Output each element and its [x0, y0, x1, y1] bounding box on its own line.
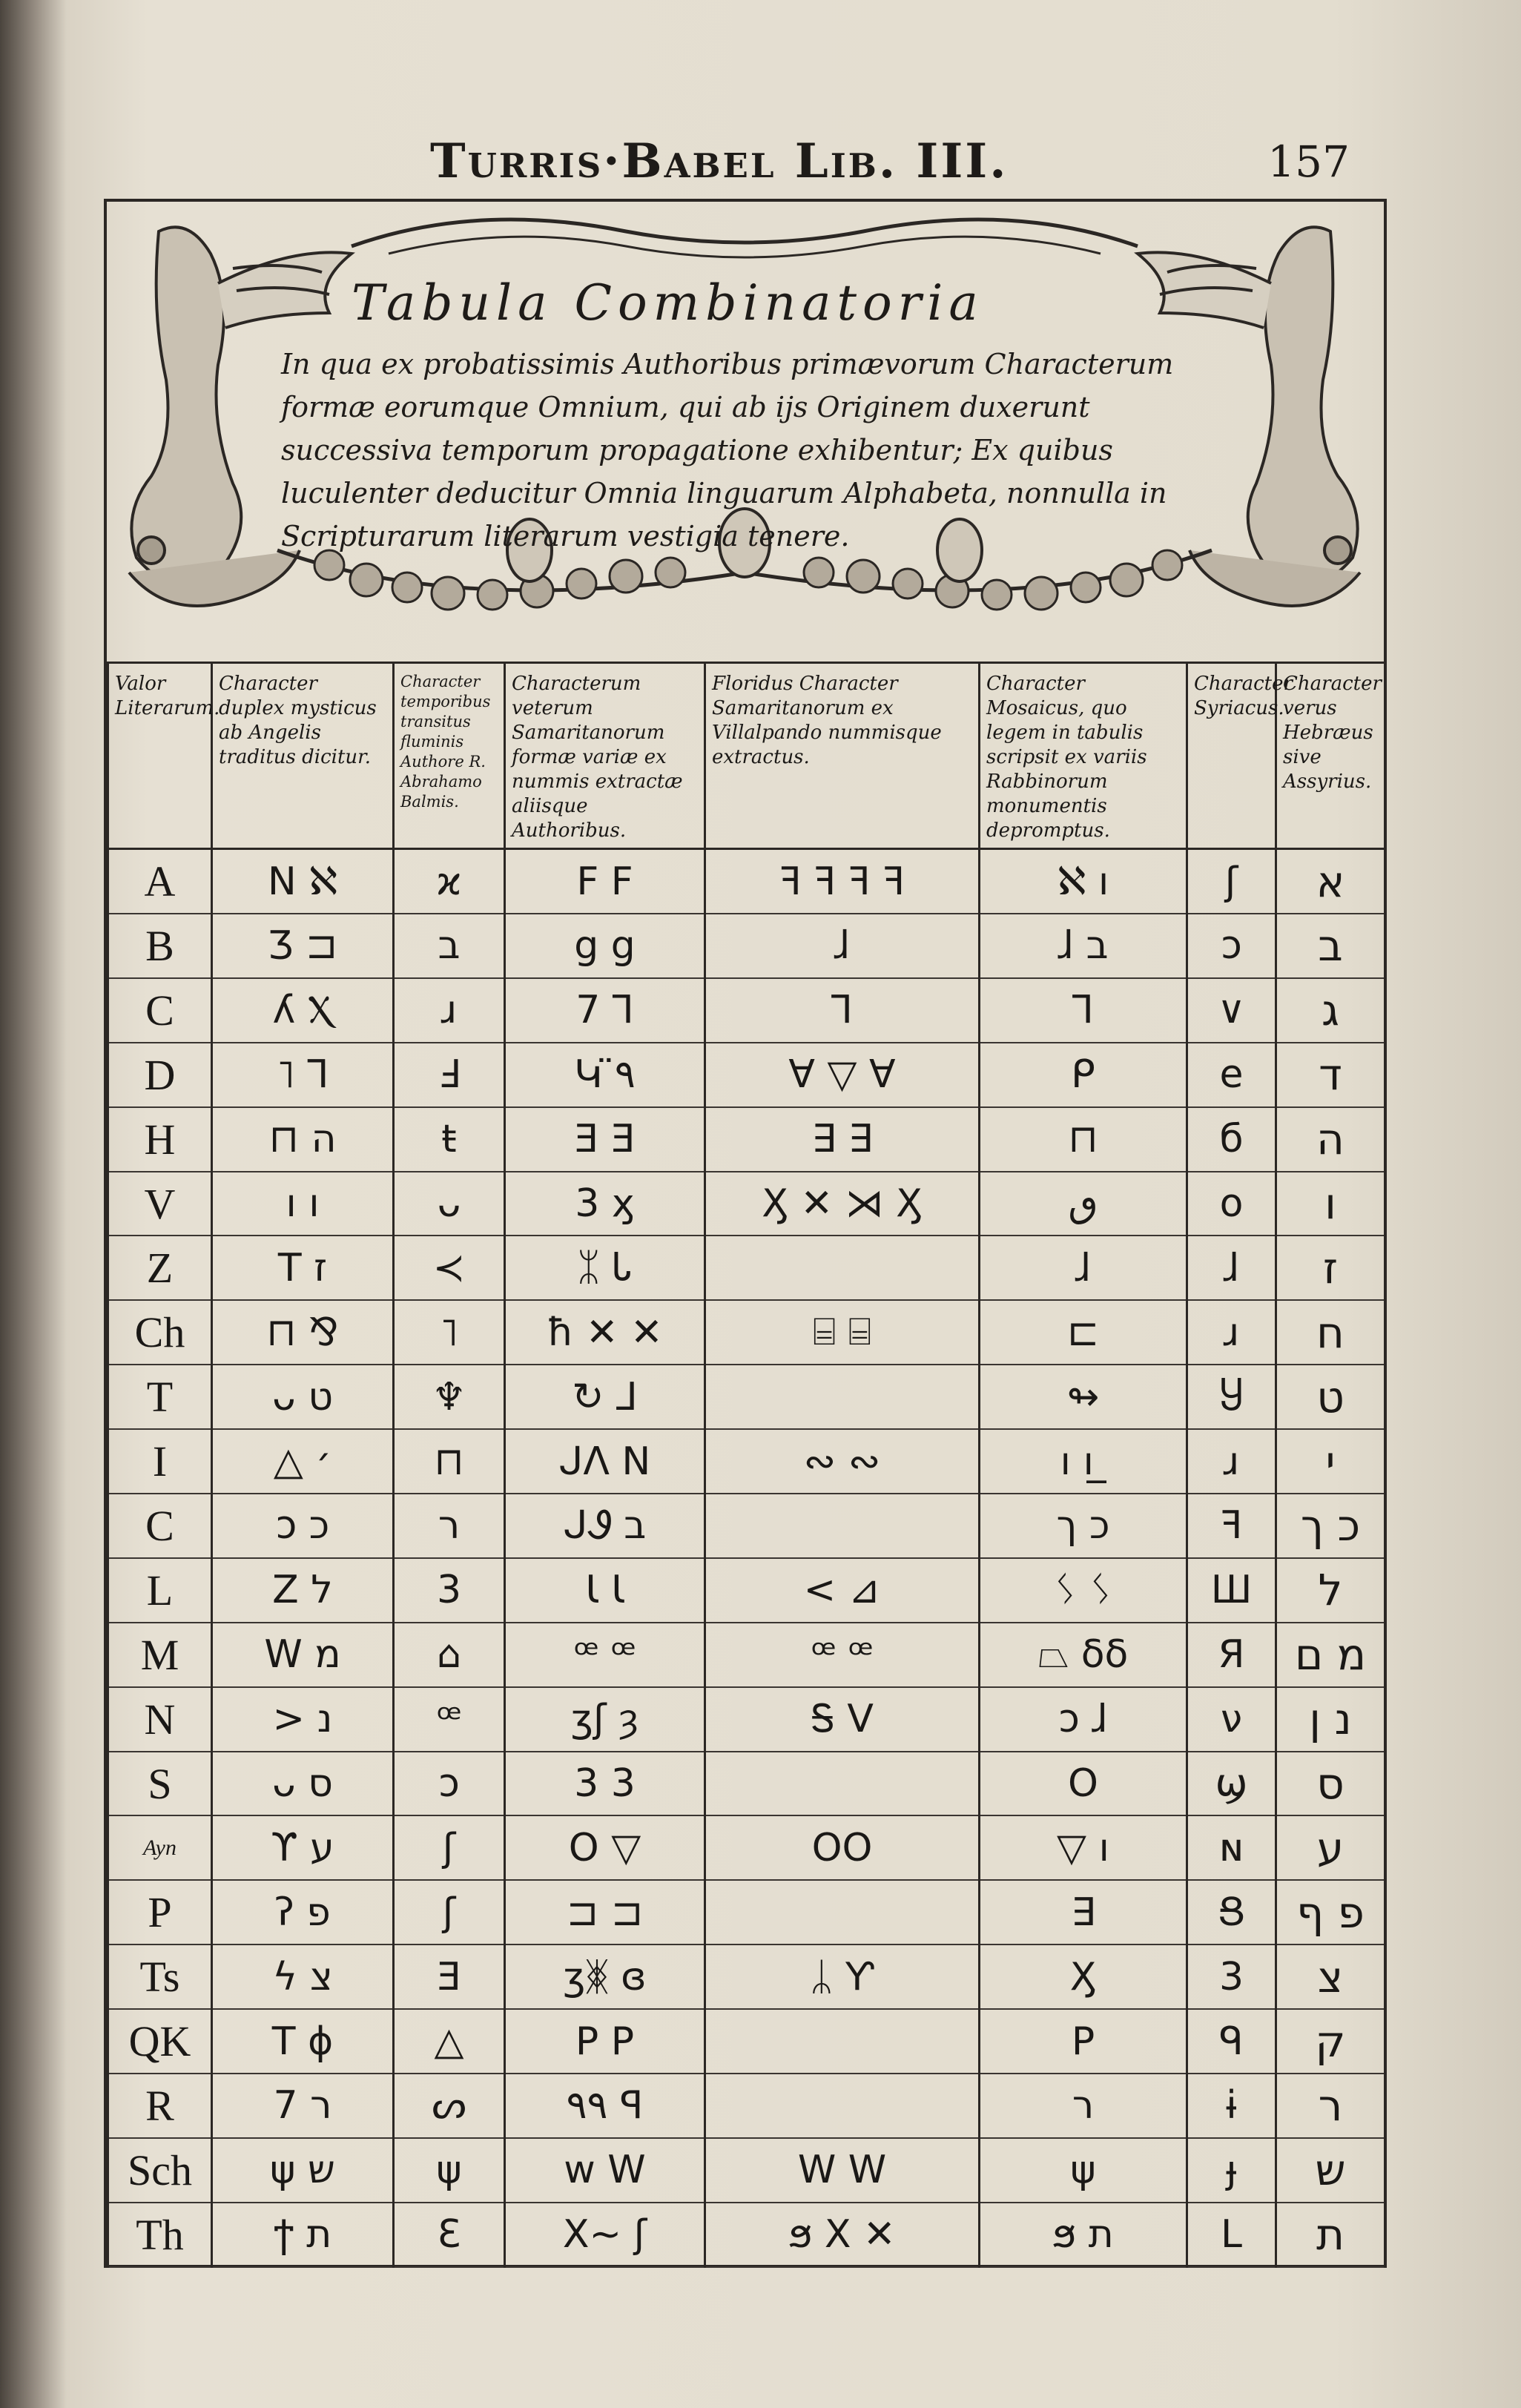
character-cell: Ɛ: [394, 2203, 505, 2267]
character-cell: e: [1187, 1043, 1276, 1107]
letter-value-cell: R: [108, 2074, 212, 2138]
character-cell: N ℵ: [212, 849, 394, 914]
table-row: [108, 1172, 1385, 1236]
character-cell: ɔ ɺ: [980, 1687, 1187, 1752]
character-cell: ɴ: [1187, 1815, 1276, 1880]
table-row: [108, 2074, 1385, 2138]
character-cell: פ ף: [1276, 1880, 1385, 1944]
character-cell: מ ם: [1276, 1623, 1385, 1687]
decorative-cartouche: [107, 202, 1384, 664]
character-cell: ٩٩ ꟼ: [505, 2074, 705, 2138]
character-cell: ᔕ: [394, 2074, 505, 2138]
letter-value-cell: QK: [108, 2009, 212, 2074]
character-cell: ᛦ Ƴ: [705, 1944, 980, 2009]
column-header: Valor Literarum.: [108, 662, 212, 849]
character-cell: ד: [1276, 1043, 1385, 1107]
character-cell: ה: [1276, 1107, 1385, 1172]
character-cell: ɔ כ: [212, 1494, 394, 1558]
character-cell: Ӽ ✕ ⋊ Ӽ: [705, 1172, 980, 1236]
character-cell: ꟹ ꟹ: [505, 1623, 705, 1687]
table-row: [108, 1365, 1385, 1429]
character-cell: Ⴘ: [1187, 1365, 1276, 1429]
character-cell: כ ך: [980, 1494, 1187, 1558]
character-cell: ↻ ⅃: [505, 1365, 705, 1429]
letter-value-cell: N: [108, 1687, 212, 1752]
column-header: Character duplex mysticus ab Angelis traditus dicitur.: [212, 662, 394, 849]
character-cell: ר: [394, 1494, 505, 1558]
character-cell: Ǝ: [394, 1944, 505, 2009]
character-cell: ˥ ⅂: [212, 1043, 394, 1107]
character-cell: ⅂: [705, 978, 980, 1043]
character-cell: T ϕ: [212, 2009, 394, 2074]
running-title: Turris·Babel Lib. III.: [430, 133, 1009, 189]
character-cell: W W: [705, 2138, 980, 2203]
character-cell: ħ ✕ ✕: [505, 1300, 705, 1365]
table-row: [108, 2009, 1385, 2074]
letter-value-cell: Ayn: [108, 1815, 212, 1880]
column-header: Character temporibus transitus fluminis Authore R. Abrahamo Balmis.: [394, 662, 505, 849]
character-cell: ʃ: [394, 1880, 505, 1944]
letter-value-cell: B: [108, 914, 212, 978]
character-cell: Ⅎ: [394, 1043, 505, 1107]
character-cell: ⏢ δδ: [980, 1623, 1187, 1687]
column-header: Character Syriacus.: [1187, 662, 1276, 849]
letter-value-cell: Ts: [108, 1944, 212, 2009]
character-cell: ∾ ∾: [705, 1429, 980, 1494]
character-cell: [705, 2074, 980, 2138]
character-cell: ∃: [980, 1880, 1187, 1944]
character-cell: ב: [394, 914, 505, 978]
table-subtitle: In qua ex probatissimis Authoribus primævorum Characterum formæ eorumque Omnium, qui ab ijs Originem duxerunt successiva temporum propagatione exhibentur; Ex quibus luculenter deducitur Omnia linguarum Alphabeta, nonnulla in Scripturarum literarum vestigia tenere.: [281, 348, 1174, 552]
character-cell: ϰ: [394, 849, 505, 914]
character-cell: w W: [505, 2138, 705, 2203]
character-cell: ⅂: [980, 978, 1187, 1043]
character-cell: ˥: [394, 1300, 505, 1365]
character-cell: ∀ ▽ ∀: [705, 1043, 980, 1107]
character-cell: ʔ פ: [212, 1880, 394, 1944]
character-cell: ϒ ע: [212, 1815, 394, 1880]
column-header: Floridus Character Samaritanorum ex Villalpando nummisque extractus.: [705, 662, 980, 849]
character-cell: ٯ: [980, 1172, 1187, 1236]
table-row: [108, 1944, 1385, 2009]
character-cell: ϧ ת: [980, 2203, 1187, 2267]
column-header: Characterum veterum Samaritanorum formæ variæ ex nummis extractæ aliisque Authoribus.: [505, 662, 705, 849]
character-cell: ▽ ı: [980, 1815, 1187, 1880]
letter-value-cell: Ch: [108, 1300, 212, 1365]
letter-value-cell: T: [108, 1365, 212, 1429]
table-row: [108, 1107, 1385, 1172]
character-cell: ʒʃ ȝ: [505, 1687, 705, 1752]
character-cell: ᒍᏭ ב: [505, 1494, 705, 1558]
character-cell: ל: [1276, 1558, 1385, 1623]
character-cell: נ ן: [1276, 1687, 1385, 1752]
character-cell: ᴗ ט: [212, 1365, 394, 1429]
character-cell: ג: [1276, 978, 1385, 1043]
character-cell: ר: [1276, 2074, 1385, 2138]
character-cell: O: [980, 1752, 1187, 1816]
character-cell: W מ: [212, 1623, 394, 1687]
character-cell: Я: [1187, 1623, 1276, 1687]
character-cell: ת: [1276, 2203, 1385, 2267]
character-cell: ʎ Ⲭ: [212, 978, 394, 1043]
character-cell: △: [394, 2009, 505, 2074]
letter-value-cell: D: [108, 1043, 212, 1107]
character-cell: Կ ̈٩: [505, 1043, 705, 1107]
character-cell: ק: [1276, 2009, 1385, 2074]
table-row: [108, 849, 1385, 914]
character-cell: ∨: [1187, 978, 1276, 1043]
character-cell: ⊏: [980, 1300, 1187, 1365]
character-cell: ח: [1276, 1300, 1385, 1365]
character-cell: L: [1187, 2203, 1276, 2267]
character-cell: 7 ⅂: [505, 978, 705, 1043]
character-cell: ♆: [394, 1365, 505, 1429]
character-cell: Ʒ ⊐: [212, 914, 394, 978]
letter-value-cell: V: [108, 1172, 212, 1236]
character-cell: ᛯ Ꮣ: [505, 1236, 705, 1300]
letter-value-cell: P: [108, 1880, 212, 1944]
letter-value-cell: M: [108, 1623, 212, 1687]
letter-value-cell: I: [108, 1429, 212, 1494]
character-cell: ס: [1276, 1752, 1385, 1816]
character-cell: ı ı ̲: [980, 1429, 1187, 1494]
letter-value-cell: L: [108, 1558, 212, 1623]
character-cell: ɨ: [1187, 2074, 1276, 2138]
character-cell: ᑭ: [980, 1043, 1187, 1107]
character-cell: 3 3: [505, 1752, 705, 1816]
table-row: [108, 1623, 1385, 1687]
character-cell: ϧ X ✕: [705, 2203, 980, 2267]
page-number: 157: [1267, 136, 1350, 187]
character-cell: 3: [1187, 1944, 1276, 2009]
character-cell: Ш: [1187, 1558, 1276, 1623]
letter-value-cell: S: [108, 1752, 212, 1816]
character-cell: ψ ש: [212, 2138, 394, 2203]
character-cell: ψ: [394, 2138, 505, 2203]
character-cell: ט: [1276, 1365, 1385, 1429]
column-header: Character Mosaicus, quo legem in tabulis scripsit ex variis Rabbinorum monumentis depromptus.: [980, 662, 1187, 849]
character-cell: X∼ ʃ: [505, 2203, 705, 2267]
character-cell: ɟ: [1187, 2138, 1276, 2203]
character-cell: ı ו: [212, 1172, 394, 1236]
letter-value-cell: Z: [108, 1236, 212, 1300]
character-cell: ɔ: [1187, 914, 1276, 978]
character-cell: P: [980, 2009, 1187, 2074]
table-row: [108, 1236, 1385, 1300]
character-cell: ⌸ ⌸: [705, 1300, 980, 1365]
engraved-plate: [104, 199, 1387, 2268]
character-cell: T ז: [212, 1236, 394, 1300]
character-cell: Ǝ Ǝ: [505, 1107, 705, 1172]
character-cell: ϣ: [1187, 1752, 1276, 1816]
table-row: [108, 1429, 1385, 1494]
character-cell: צ: [1276, 1944, 1385, 2009]
character-cell: ɺ: [1187, 1236, 1276, 1300]
character-cell: ꟻ: [1187, 1494, 1276, 1558]
character-cell: ⌂: [394, 1623, 505, 1687]
table-row: [108, 1558, 1385, 1623]
character-cell: ש: [1276, 2138, 1385, 2203]
character-cell: ו: [1276, 1172, 1385, 1236]
character-cell: Ց: [1187, 1880, 1276, 1944]
alphabet-comparison-table: [107, 662, 1386, 2268]
character-cell: ɹ: [394, 978, 505, 1043]
letter-value-cell: C: [108, 1494, 212, 1558]
character-cell: o: [1187, 1172, 1276, 1236]
table-row: [108, 914, 1385, 978]
table-row: [108, 1494, 1385, 1558]
character-cell: Ꙇ Ꙇ: [505, 1558, 705, 1623]
letter-value-cell: Th: [108, 2203, 212, 2267]
character-cell: ʃ: [394, 1815, 505, 1880]
character-cell: ŧ: [394, 1107, 505, 1172]
character-cell: ᒍᐱ N: [505, 1429, 705, 1494]
column-header: Character verus Hebræus sive Assyrius.: [1276, 662, 1385, 849]
character-cell: Ꭶ V: [705, 1687, 980, 1752]
character-cell: ɺ ב: [980, 914, 1187, 978]
character-cell: ᛊ ᛊ: [980, 1558, 1187, 1623]
character-cell: [705, 1494, 980, 1558]
table-row: [108, 1880, 1385, 1944]
character-cell: < ⊿: [705, 1558, 980, 1623]
character-cell: ꟹ ꟹ: [705, 1623, 980, 1687]
character-cell: [705, 1236, 980, 1300]
table-row: [108, 2203, 1385, 2267]
character-cell: ᴗ ס: [212, 1752, 394, 1816]
character-cell: ɔ: [394, 1752, 505, 1816]
column-header-row: [108, 662, 1385, 849]
character-cell: ↬: [980, 1365, 1187, 1429]
character-cell: ≺: [394, 1236, 505, 1300]
character-cell: י: [1276, 1429, 1385, 1494]
character-cell: ᴗ: [394, 1172, 505, 1236]
table-row: [108, 1752, 1385, 1816]
character-cell: P P: [505, 2009, 705, 2074]
character-cell: △ ׳: [212, 1429, 394, 1494]
character-cell: [705, 1880, 980, 1944]
character-cell: [705, 2009, 980, 2074]
character-cell: ꟻ ꟻ ꟻ ꟻ: [705, 849, 980, 914]
character-cell: ɺ: [705, 914, 980, 978]
character-cell: б: [1187, 1107, 1276, 1172]
table-title: Tabula Combinatoria: [352, 274, 984, 331]
character-cell: ϟ צ: [212, 1944, 394, 2009]
character-cell: ꟹ: [394, 1687, 505, 1752]
character-cell: ר: [980, 2074, 1187, 2138]
character-cell: ℵ ı: [980, 849, 1187, 914]
character-cell: ϯ ת: [212, 2203, 394, 2267]
character-cell: ʃ: [1187, 849, 1276, 914]
table-row: [108, 1815, 1385, 1880]
table-row: [108, 1687, 1385, 1752]
character-cell: כ ך: [1276, 1494, 1385, 1558]
character-cell: F F: [505, 849, 705, 914]
character-cell: ʒᛤ ɞ: [505, 1944, 705, 2009]
table-body: [108, 849, 1385, 2268]
character-cell: ⊓: [980, 1107, 1187, 1172]
character-cell: ψ: [980, 2138, 1187, 2203]
character-cell: ց ց: [505, 914, 705, 978]
page-header: [415, 126, 1350, 193]
table-row: [108, 2138, 1385, 2203]
character-cell: > נ: [212, 1687, 394, 1752]
character-cell: ⊓: [394, 1429, 505, 1494]
character-cell: Ӽ: [980, 1944, 1187, 2009]
character-cell: 3 ӽ: [505, 1172, 705, 1236]
character-cell: O ▽: [505, 1815, 705, 1880]
character-cell: ɺ: [980, 1236, 1187, 1300]
letter-value-cell: A: [108, 849, 212, 914]
character-cell: ν: [1187, 1687, 1276, 1752]
character-cell: ז: [1276, 1236, 1385, 1300]
character-cell: 7 ר: [212, 2074, 394, 2138]
table-row: [108, 978, 1385, 1043]
character-cell: ᑫ: [1187, 2009, 1276, 2074]
character-cell: ∃ ∃: [705, 1107, 980, 1172]
character-cell: [705, 1365, 980, 1429]
letter-value-cell: H: [108, 1107, 212, 1172]
character-cell: [705, 1752, 980, 1816]
character-cell: ⊓ ה: [212, 1107, 394, 1172]
character-cell: 3: [394, 1558, 505, 1623]
character-cell: OO: [705, 1815, 980, 1880]
character-cell: ⊓ ⅋: [212, 1300, 394, 1365]
letter-value-cell: C: [108, 978, 212, 1043]
character-cell: ɹ: [1187, 1429, 1276, 1494]
table-row: [108, 1043, 1385, 1107]
character-cell: Z ל: [212, 1558, 394, 1623]
table-row: [108, 1300, 1385, 1365]
letter-value-cell: Sch: [108, 2138, 212, 2203]
character-cell: ⊐ ⊐: [505, 1880, 705, 1944]
character-cell: ɹ: [1187, 1300, 1276, 1365]
character-cell: ע: [1276, 1815, 1385, 1880]
character-cell: ב: [1276, 914, 1385, 978]
character-cell: א: [1276, 849, 1385, 914]
